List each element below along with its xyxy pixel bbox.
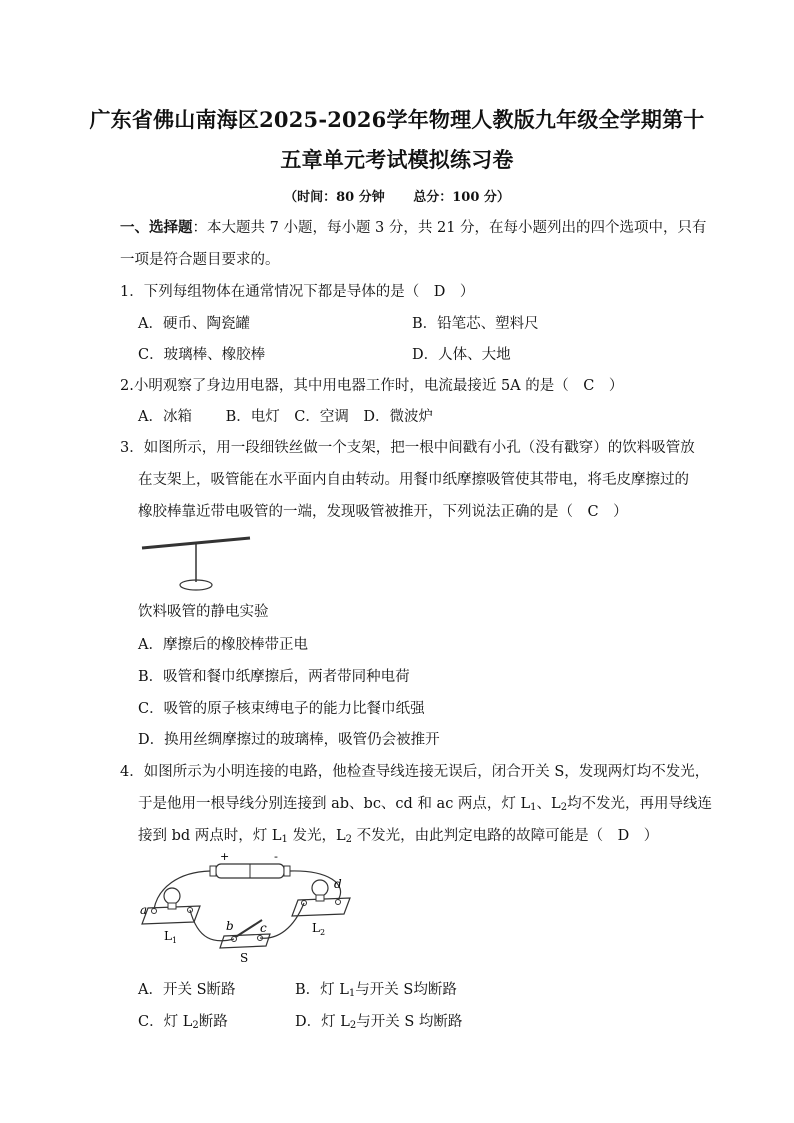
- lamp-l1-label: $L_1$: [164, 929, 178, 945]
- q3-line1: 3．如图所示，用一段细铁丝做一个支架，把一根中间戳有小孔（没有戳穿）的饮料吸管放: [120, 440, 695, 456]
- exam-score: 总分：100 分）: [413, 190, 510, 205]
- q3-option-d: D．换用丝绸摩擦过的玻璃棒，吸管仍会被推开: [138, 732, 440, 748]
- q4-line2-text-a: 于是他用一根导线分别连接到 ab、bc、cd 和 ac 两点，灯 L: [138, 796, 531, 812]
- q4-option-d-text-a: D．灯 L: [295, 1014, 350, 1030]
- exam-time: （时间：80 分钟: [284, 190, 385, 205]
- circuit-figure: [138, 848, 368, 966]
- page-title-line1: 广东省佛山南海区2025-2026学年物理人教版九年级全学期第十: [89, 107, 705, 132]
- q1-option-c: C．玻璃棒、橡胶棒: [138, 347, 266, 363]
- point-c-label: c: [260, 921, 267, 935]
- battery-plus: +: [220, 850, 230, 863]
- page-title-line2: 五章单元考试模拟练习卷: [280, 147, 514, 172]
- lamp-l1-shape: [142, 888, 200, 924]
- q4-line2-text-b: 、L: [536, 796, 561, 812]
- section-intro-line2: 一项是符合题目要求的。: [120, 252, 280, 268]
- q4-option-b: [295, 978, 457, 999]
- q1-option-b: B．铅笔芯、塑料尺: [412, 316, 539, 332]
- q4-line2-text-c: 均不发光，再用导线连: [567, 796, 713, 812]
- subscript-1: 1: [281, 834, 288, 845]
- q1-stem: 1．下列每组物体在通常情况下都是导体的是（ D ）: [120, 284, 475, 300]
- q2-stem: 2.小明观察了身边用电器，其中用电器工作时，电流最接近 5A 的是（ C ）: [120, 378, 624, 394]
- q4-option-c-text-b: 断路: [198, 1014, 228, 1030]
- q3-line3: 橡胶棒靠近带电吸管的一端，发现吸管被推开，下列说法正确的是（ C ）: [138, 504, 628, 520]
- q4-option-c-text-a: C．灯 L: [138, 1014, 193, 1030]
- q3-figure-caption: 饮料吸管的静电实验: [138, 604, 269, 620]
- q4-line1: 4．如图所示为小明连接的电路，他检查导线连接无误后，闭合开关 S，发现两灯均不发光，: [120, 764, 710, 780]
- q4-option-d: [295, 1010, 462, 1031]
- point-d-label: d: [334, 877, 342, 891]
- battery-minus: -: [274, 850, 278, 863]
- q3-option-c: C．吸管的原子核束缚电子的能力比餐巾纸强: [138, 701, 425, 717]
- q4-line3-text-b: 发光，L: [287, 828, 346, 844]
- section-intro-text: ：本大题共 7 小题，每小题 3 分，共 21 分，在每小题列出的四个选项中，只有: [192, 220, 707, 236]
- q4-line2: [138, 792, 712, 813]
- switch-s-label: S: [240, 951, 249, 965]
- q4-option-d-text-b: 与开关 S 均断路: [356, 1014, 463, 1030]
- section-intro: [120, 216, 707, 237]
- q4-line3-text-a: 接到 bd 两点时，灯 L: [138, 828, 282, 844]
- subscript-2: 2: [349, 1020, 357, 1031]
- straw-experiment-figure: [138, 530, 258, 598]
- q4-option-a: A．开关 S断路: [138, 982, 236, 998]
- point-b-label: b: [226, 919, 234, 933]
- q4-line3-text-c: 不发光，由此判定电路的故障可能是（ D ）: [352, 828, 659, 844]
- battery-shape: [210, 850, 290, 878]
- q1-option-a: A．硬币、陶瓷罐: [138, 316, 250, 332]
- q4-option-b-text-b: 与开关 S均断路: [355, 982, 457, 998]
- q1-option-d: D．人体、大地: [412, 347, 511, 363]
- point-a-label: a: [140, 903, 148, 917]
- subscript-2: 2: [560, 802, 568, 813]
- subscript-1: 1: [530, 802, 537, 813]
- section-label: 一、选择题: [120, 219, 193, 236]
- q3-option-b: B．吸管和餐巾纸摩擦后，两者带同种电荷: [138, 669, 410, 685]
- q4-option-c: [138, 1010, 228, 1031]
- q4-option-b-text-a: B．灯 L: [295, 982, 349, 998]
- q3-line2: 在支架上，吸管能在水平面内自由转动。用餐巾纸摩擦吸管使其带电，将毛皮摩擦过的: [138, 472, 689, 488]
- subscript-1: 1: [348, 988, 356, 999]
- subscript-2: 2: [345, 834, 353, 845]
- q2-options: A．冰箱 B．电灯 C．空调 D．微波炉: [138, 409, 433, 425]
- subscript-2: 2: [192, 1020, 199, 1031]
- q3-option-a: A．摩擦后的橡胶棒带正电: [138, 637, 308, 653]
- lamp-l2-label: $L_2$: [312, 921, 326, 937]
- q4-line3: [138, 824, 658, 845]
- exam-meta: [0, 186, 794, 205]
